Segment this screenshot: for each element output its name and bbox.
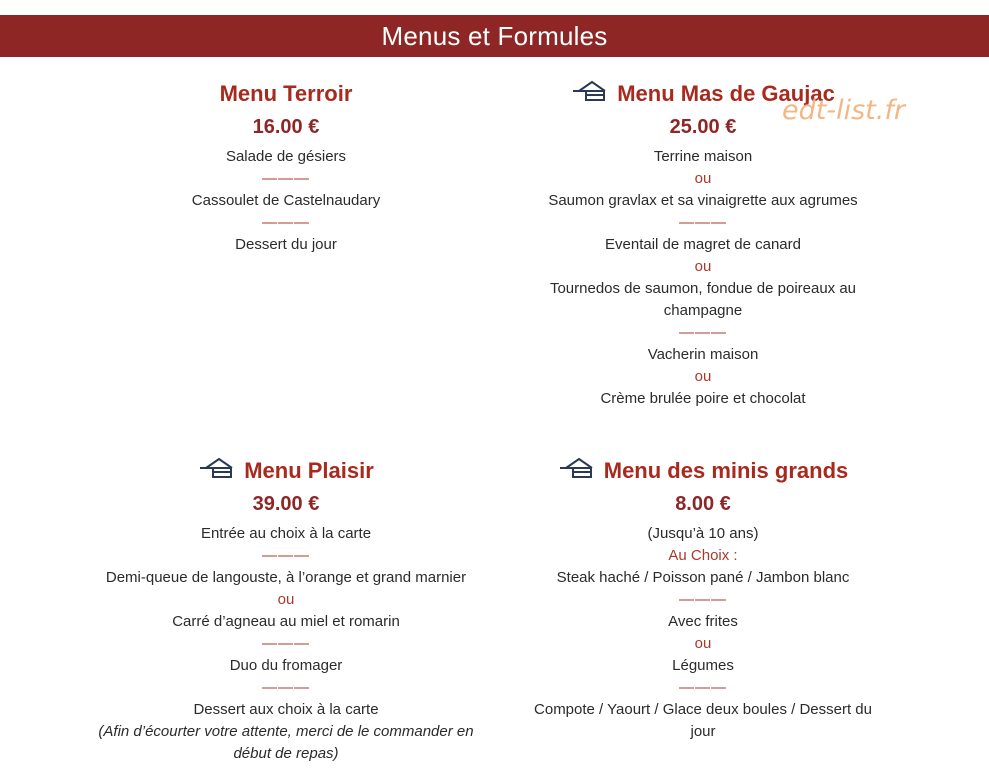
menu-line: Dessert aux choix à la carte	[193, 701, 379, 718]
course-separator: ———	[262, 170, 310, 187]
or-label: ou	[694, 368, 712, 385]
or-label: ou	[694, 635, 712, 652]
watermark: edt-list.fr	[782, 95, 905, 126]
menu-title	[76, 456, 496, 486]
menu-price: 8.00 €	[675, 493, 731, 515]
menu-line: Légumes	[672, 657, 734, 674]
menu-title-text: Menu Mas de Gaujac	[617, 81, 835, 106]
menu-line: Duo du fromager	[229, 657, 343, 674]
menu-price: 16.00 €	[252, 116, 320, 138]
course-separator: ———	[262, 635, 310, 652]
menu-title	[76, 79, 496, 109]
menu-line: Compote / Yaourt / Glace deux boules / Dessert du	[534, 701, 872, 718]
house-icon	[558, 456, 596, 486]
course-separator: ———	[262, 214, 310, 231]
top-strip	[0, 0, 989, 15]
menu-line: Salade de gésiers	[225, 148, 347, 165]
or-label: ou	[694, 258, 712, 275]
menu-line: Vacherin maison	[647, 346, 759, 363]
menu-terroir	[76, 79, 496, 256]
menu-line: Carré d’agneau au miel et romarin	[172, 613, 400, 630]
menu-line: Steak haché / Poisson pané / Jambon blanc	[556, 569, 850, 586]
menu-line: Crème brulée poire et chocolat	[600, 390, 806, 407]
or-label: ou	[277, 591, 295, 608]
menu-line: Eventail de magret de canard	[605, 236, 801, 253]
menu-title	[493, 456, 913, 486]
menu-des-minis-grands	[493, 456, 913, 743]
course-separator: ———	[679, 679, 727, 696]
menu-line: Entrée au choix à la carte	[200, 525, 372, 542]
house-icon	[198, 456, 236, 486]
menu-title-text: Menu Plaisir	[244, 458, 374, 483]
menu-mas-de-gaujac	[493, 79, 913, 410]
menu-line: jour	[690, 723, 716, 740]
menu-line: Tournedos de saumon, fondue de poireaux au	[549, 280, 857, 297]
or-label: ou	[694, 170, 712, 187]
house-icon	[571, 79, 609, 109]
menu-note: début de repas)	[233, 745, 339, 762]
page-title: Menus et Formules	[0, 15, 989, 57]
menu-title-text: Menu Terroir	[219, 81, 353, 106]
menu-line: (Jusqu’à 10 ans)	[647, 525, 759, 542]
menu-line: champagne	[663, 302, 743, 319]
menu-line: Saumon gravlax et sa vinaigrette aux agrumes	[548, 192, 858, 209]
menu-price: 25.00 €	[669, 116, 737, 138]
course-separator: ———	[679, 324, 727, 341]
course-separator: ———	[262, 679, 310, 696]
menu-line: Dessert du jour	[235, 236, 337, 253]
menu-title-text: Menu des minis grands	[603, 458, 849, 483]
menu-line: Au Choix :	[668, 547, 738, 564]
menu-line: Cassoulet de Castelnaudary	[191, 192, 381, 209]
menu-line: Terrine maison	[653, 148, 753, 165]
course-separator: ———	[679, 214, 727, 231]
menu-line: Avec frites	[668, 613, 738, 630]
menu-note: (Afin d’écourter votre attente, merci de le commander en	[98, 723, 474, 740]
menu-line: Demi-queue de langouste, à l’orange et grand marnier	[105, 569, 467, 586]
course-separator: ———	[679, 591, 727, 608]
menu-plaisir	[76, 456, 496, 765]
course-separator: ———	[262, 547, 310, 564]
menu-price: 39.00 €	[252, 493, 320, 515]
